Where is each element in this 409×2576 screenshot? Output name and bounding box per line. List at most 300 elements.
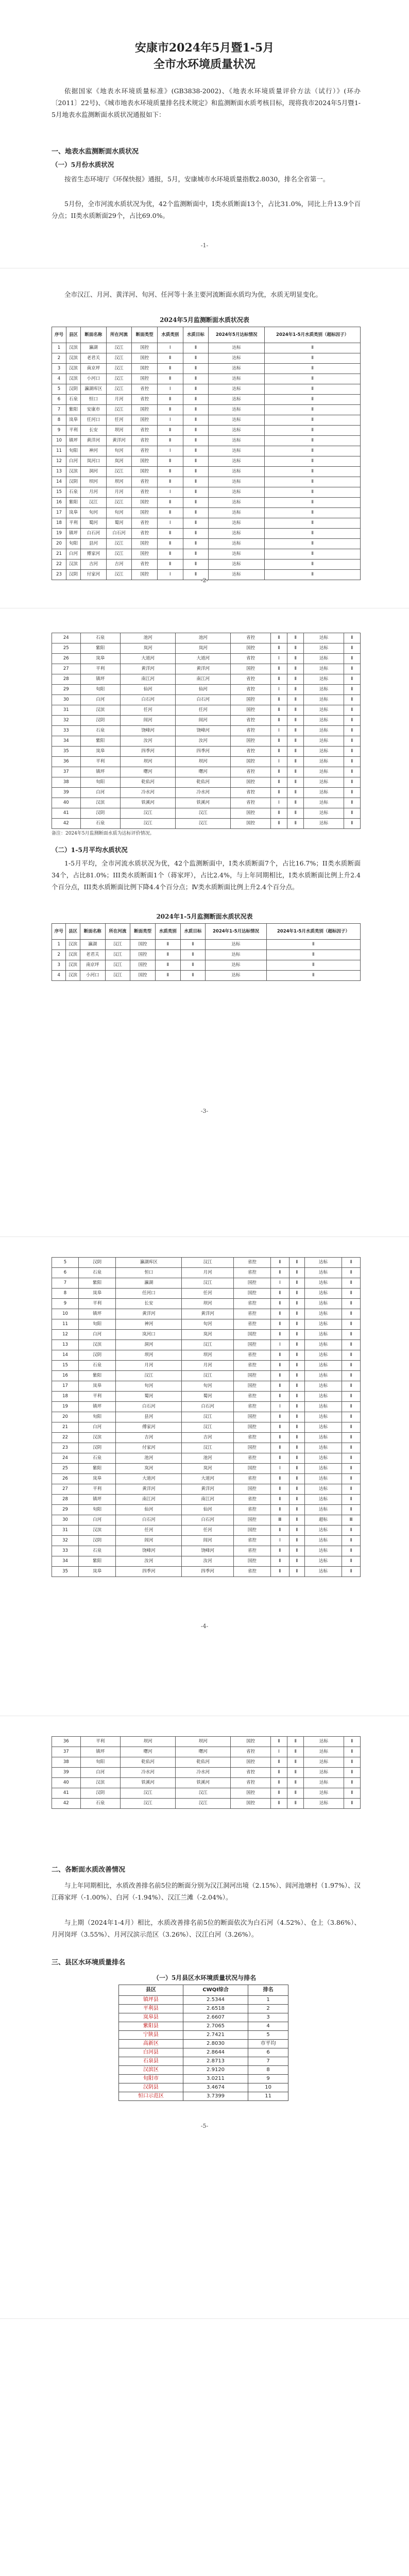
- table-cell: Ⅱ: [270, 747, 287, 757]
- table-cell: Ⅱ: [157, 467, 183, 477]
- table-cell: 冷水河: [120, 788, 175, 798]
- county-name: 汉阴县: [119, 2083, 183, 2092]
- table-cell: 铁溪河: [120, 1778, 175, 1788]
- table-cell: Ⅱ: [287, 633, 304, 643]
- table-cell: 达标: [304, 1392, 342, 1402]
- table-cell: 闾河: [120, 716, 175, 726]
- table-header-cell: 序号: [52, 327, 66, 343]
- table-cell: Ⅱ: [271, 1330, 289, 1340]
- table-row: [52, 747, 361, 757]
- table-cell: Ⅱ: [265, 415, 361, 426]
- table-cell: 3: [52, 960, 66, 971]
- table-cell: Ⅱ: [270, 788, 287, 798]
- rank-cell: 3.7399: [183, 2092, 248, 2101]
- table-cell: Ⅱ: [270, 1768, 287, 1778]
- table-cell: Ⅱ: [342, 1340, 361, 1350]
- table3-title: （一）5月县区水环境质量状况与排名: [152, 1974, 257, 1981]
- rank-cell: 6: [248, 2048, 288, 2057]
- table-cell: Ⅱ: [289, 1464, 304, 1474]
- table-cell: Ⅱ: [183, 498, 209, 508]
- table-cell: 33: [52, 1546, 79, 1556]
- table-cell: Ⅱ: [265, 477, 361, 487]
- table-row: [52, 1464, 361, 1474]
- table-cell: Ⅱ: [289, 1381, 304, 1392]
- table-cell: Ⅱ: [344, 654, 360, 664]
- table-cell: 12: [52, 456, 66, 467]
- table-cell: 付家河: [81, 570, 107, 580]
- rank-row: [119, 2057, 288, 2066]
- table-cell: 30: [52, 1515, 79, 1526]
- table-cell: 省控: [231, 685, 270, 695]
- table-cell: 饶峰河: [116, 1546, 182, 1556]
- table-cell: 省控: [231, 1778, 270, 1788]
- table-cell: 汉阴: [66, 477, 81, 487]
- table-cell: Ⅰ: [270, 654, 287, 664]
- table-cell: 月河: [182, 1361, 233, 1371]
- table-cell: 7: [52, 405, 66, 415]
- table-cell: 汉滨: [66, 560, 81, 570]
- table-cell: 黄洋河: [106, 436, 132, 446]
- county-name: 宁陕县: [119, 2031, 183, 2040]
- table-cell: 白河: [78, 1515, 115, 1526]
- table-cell: 闾河: [116, 1536, 182, 1546]
- table-cell: 39: [52, 1768, 81, 1778]
- table-row: [52, 819, 361, 829]
- table-cell: Ⅱ: [271, 1412, 289, 1422]
- table-cell: 8: [52, 1289, 79, 1299]
- table-cell: 达标: [304, 1799, 344, 1809]
- table-row: [52, 1412, 361, 1422]
- table-cell: 镇坪: [78, 1309, 115, 1319]
- table-cell: 岚河: [116, 1464, 182, 1474]
- table-row: [52, 971, 361, 981]
- table-cell: 蜀河: [116, 1392, 182, 1402]
- table-cell: 国控: [132, 415, 158, 426]
- table-cell: 池河: [120, 633, 175, 643]
- table-cell: 37: [52, 1747, 81, 1757]
- table-cell: 旬阳: [66, 446, 81, 456]
- table-cell: Ⅱ: [265, 487, 361, 498]
- table-header-cell: 水质类别: [155, 924, 180, 940]
- table-cell: 42: [52, 1799, 81, 1809]
- table-cell: 铁溪河: [176, 798, 231, 808]
- table-cell: 2: [52, 353, 66, 364]
- table-cell: 达标: [209, 529, 265, 539]
- table-cell: 达标: [304, 819, 344, 829]
- table-cell: 15: [52, 487, 66, 498]
- table-cell: 国控: [231, 819, 270, 829]
- table-cell: 达标: [304, 1412, 342, 1422]
- table-cell: 达标: [206, 940, 267, 950]
- table-cell: Ⅱ: [342, 1505, 361, 1515]
- table-cell: 汉滨: [66, 960, 80, 971]
- rank-row: [119, 2013, 288, 2022]
- table-cell: 达标: [209, 456, 265, 467]
- table-cell: 省控: [231, 798, 270, 808]
- table-cell: Ⅱ: [289, 1474, 304, 1484]
- table-cell: 汉滨: [66, 353, 81, 364]
- table-cell: 汉江: [120, 808, 175, 819]
- table-cell: Ⅱ: [155, 950, 180, 960]
- table-cell: Ⅱ: [265, 426, 361, 436]
- table-cell: 20: [52, 539, 66, 549]
- table-cell: Ⅱ: [265, 353, 361, 364]
- rank-cell: 2.7065: [183, 2022, 248, 2031]
- table-cell: 22: [52, 1433, 79, 1443]
- table-cell: 26: [52, 654, 81, 664]
- table-cell: 白石河: [116, 1402, 182, 1412]
- table-cell: Ⅱ: [344, 1788, 360, 1799]
- table-cell: 达标: [304, 1340, 342, 1350]
- table-row: [52, 1556, 361, 1567]
- table-row: [52, 1484, 361, 1495]
- table-cell: 岚皋: [80, 654, 120, 664]
- table-cell: 旬河: [116, 1381, 182, 1392]
- table-cell: 达标: [304, 1495, 342, 1505]
- table-cell: 汉阴: [66, 570, 81, 580]
- table-cell: 恒口: [116, 1268, 182, 1278]
- table-cell: 汉阴: [78, 1443, 115, 1453]
- table-cell: 蜀河: [106, 518, 132, 529]
- table-cell: Ⅱ: [287, 1747, 304, 1757]
- table-cell: Ⅱ: [344, 1778, 360, 1788]
- table-cell: 国控: [233, 1381, 270, 1392]
- table-header-cell: 断面名称: [81, 327, 107, 343]
- table-cell: 白石河: [116, 1515, 182, 1526]
- table-cell: Ⅱ: [270, 1737, 287, 1747]
- table-cell: Ⅱ: [157, 560, 183, 570]
- table-cell: 1: [52, 940, 66, 950]
- table-cell: Ⅱ: [289, 1453, 304, 1464]
- table-cell: 汉阴: [78, 1350, 115, 1361]
- table-row: [52, 395, 361, 405]
- table-cell: 南江河: [120, 674, 175, 685]
- table-cell: 平利: [66, 518, 81, 529]
- table-cell: 达标: [304, 1319, 342, 1330]
- table-cell: 汝河: [116, 1556, 182, 1567]
- table-cell: 8: [52, 415, 66, 426]
- table-cell: 瀛湖: [116, 1278, 182, 1289]
- county-name: 岚皋县: [119, 2013, 183, 2022]
- table-cell: 白河: [66, 549, 81, 560]
- table-cell: 石泉: [80, 819, 120, 829]
- table-cell: 四季河: [176, 747, 231, 757]
- table-cell: Ⅱ: [157, 477, 183, 487]
- table-cell: Ⅱ: [265, 467, 361, 477]
- table-cell: 达标: [304, 633, 344, 643]
- table-cell: 汉江: [182, 1340, 233, 1350]
- table-cell: 37: [52, 767, 81, 777]
- table-cell: 池河: [116, 1453, 182, 1464]
- table-cell: 13: [52, 1340, 79, 1350]
- table-row: [52, 374, 361, 384]
- paragraph-2-cont: 全市汉江、月河、黄洋河、旬河、任河等十条主要河流断面水质均为优，水质无明显变化。: [64, 291, 322, 298]
- table-cell: 汉江: [182, 1443, 233, 1453]
- table-cell: 闾河: [176, 716, 231, 726]
- table-row: [52, 1309, 361, 1319]
- table-cell: 省控: [233, 1361, 270, 1371]
- table-cell: 汉江: [120, 819, 175, 829]
- table-cell: 达标: [209, 508, 265, 518]
- table-cell: 11: [52, 1319, 79, 1330]
- table-cell: Ⅱ: [287, 798, 304, 808]
- table-row: [52, 664, 361, 674]
- table-cell: Ⅰ: [157, 518, 183, 529]
- table-cell: 石泉: [66, 487, 81, 498]
- table-cell: 汉江: [81, 498, 107, 508]
- table-cell: Ⅱ: [270, 705, 287, 716]
- table-cell: Ⅱ: [287, 643, 304, 654]
- table-cell: 坝河: [182, 1350, 233, 1361]
- table-row: [52, 1443, 361, 1453]
- table-cell: 吉河: [81, 560, 107, 570]
- table-cell: 平利: [78, 1299, 115, 1309]
- table-cell: 达标: [304, 1443, 342, 1453]
- table-cell: 汉江: [176, 1788, 231, 1799]
- table-cell: 达标: [304, 1546, 342, 1556]
- table-cell: 老君关: [81, 353, 107, 364]
- table-cell: 35: [52, 1567, 79, 1577]
- table-cell: 达标: [304, 757, 344, 767]
- table-cell: Ⅲ: [342, 1515, 361, 1526]
- table-cell: Ⅱ: [183, 446, 209, 456]
- table-cell: Ⅱ: [183, 374, 209, 384]
- table-cell: 坝河: [106, 426, 132, 436]
- table-cell: 旬阳: [80, 1757, 120, 1768]
- table-cell: 达标: [209, 353, 265, 364]
- table-header-cell: 2024年5月达标情况: [209, 327, 265, 343]
- table-cell: Ⅱ: [183, 467, 209, 477]
- table-cell: 达标: [304, 1258, 342, 1268]
- table-cell: 省控: [233, 1402, 270, 1412]
- table-cell: Ⅱ: [157, 426, 183, 436]
- table-row: [52, 446, 361, 456]
- table-row: [52, 1371, 361, 1381]
- table-header-cell: 断面类型: [132, 327, 158, 343]
- table-cell: Ⅰ: [157, 570, 183, 580]
- table-row: [52, 654, 361, 664]
- table-cell: 池河: [176, 633, 231, 643]
- doc-title-line2: 全市水环境质量状况: [153, 58, 255, 71]
- table-cell: Ⅰ: [157, 384, 183, 395]
- table-cell: 5: [52, 384, 66, 395]
- table-cell: Ⅱ: [265, 570, 361, 580]
- table-cell: 39: [52, 788, 81, 798]
- table-cell: Ⅱ: [183, 508, 209, 518]
- table-cell: 任河: [182, 1526, 233, 1536]
- table-cell: 达标: [209, 426, 265, 436]
- county-ranking-table: [118, 1985, 288, 2101]
- table-cell: 白河: [66, 456, 81, 467]
- table-cell: 达标: [209, 405, 265, 415]
- table2-continued: [52, 1257, 361, 1577]
- table-cell: 岚皋: [78, 1289, 115, 1299]
- table-cell: 达标: [206, 971, 267, 981]
- table-cell: 坝河: [176, 1737, 231, 1747]
- table-row: [52, 1757, 361, 1768]
- table-row: [52, 1361, 361, 1371]
- table-cell: 旬河: [106, 446, 132, 456]
- table-cell: 国控: [233, 1422, 270, 1433]
- table-cell: 21: [52, 549, 66, 560]
- table-cell: 达标: [209, 570, 265, 580]
- table-cell: 达标: [209, 518, 265, 529]
- table-row: [52, 736, 361, 747]
- table-cell: 省控: [132, 426, 158, 436]
- table-cell: 洞河: [81, 467, 107, 477]
- table-cell: 汉江: [106, 343, 132, 353]
- table-cell: 达标: [209, 539, 265, 549]
- table-cell: Ⅱ: [271, 1268, 289, 1278]
- table-row: [52, 343, 361, 353]
- table-cell: Ⅱ: [342, 1350, 361, 1361]
- table-cell: Ⅱ: [271, 1474, 289, 1484]
- table-row: [52, 477, 361, 487]
- table-cell: 汉江: [106, 405, 132, 415]
- table-cell: 汉滨: [66, 950, 80, 960]
- table-cell: 岚河: [182, 1464, 233, 1474]
- table-row: [52, 1422, 361, 1433]
- table-cell: Ⅱ: [344, 685, 360, 695]
- table-cell: Ⅱ: [342, 1464, 361, 1474]
- table-row: [52, 384, 361, 395]
- table-row: [52, 518, 361, 529]
- table-cell: 汉江: [105, 950, 130, 960]
- table-cell: Ⅱ: [287, 819, 304, 829]
- table-cell: 汉江: [106, 539, 132, 549]
- table-cell: 达标: [304, 1299, 342, 1309]
- rank-cell: 8: [248, 2066, 288, 2075]
- table-cell: Ⅱ: [183, 518, 209, 529]
- table-cell: 镇坪: [78, 1402, 115, 1412]
- table-cell: Ⅱ: [344, 808, 360, 819]
- table-cell: 冷水河: [176, 788, 231, 798]
- table-cell: 汉江: [182, 1422, 233, 1433]
- table-cell: Ⅱ: [183, 395, 209, 405]
- table-header-cell: 所在河流: [106, 327, 132, 343]
- table-cell: 瀛湖: [80, 940, 105, 950]
- rank-row: [119, 2031, 288, 2040]
- table-cell: Ⅱ: [289, 1299, 304, 1309]
- table-cell: 7: [52, 1278, 79, 1289]
- table-cell: Ⅱ: [342, 1484, 361, 1495]
- table-cell: 国控: [132, 353, 158, 364]
- table-cell: Ⅰ: [270, 685, 287, 695]
- rank-row: [119, 2048, 288, 2057]
- page-number: -3-: [200, 1108, 209, 1114]
- table-cell: 镇坪: [66, 436, 81, 446]
- table-cell: 3: [52, 364, 66, 374]
- table-cell: 蜀河: [182, 1392, 233, 1402]
- table-cell: Ⅱ: [265, 384, 361, 395]
- table-header-cell: 水质目标: [183, 327, 209, 343]
- table-cell: Ⅱ: [287, 726, 304, 736]
- rank-cell: 2.6518: [183, 2005, 248, 2013]
- table-cell: 汉滨: [78, 1526, 115, 1536]
- table-cell: Ⅱ: [270, 1788, 287, 1799]
- table-cell: 国控: [231, 757, 270, 767]
- table-cell: 曙河: [120, 767, 175, 777]
- table-cell: 汉江: [105, 960, 130, 971]
- table-header-cell: 断面名称: [80, 924, 105, 940]
- table-cell: 6: [52, 395, 66, 405]
- table-cell: 10: [52, 1309, 79, 1319]
- table-row: [52, 436, 361, 446]
- table-row: [52, 950, 361, 960]
- table-cell: Ⅱ: [157, 364, 183, 374]
- doc-title-line1: 安康市2024年5月暨1-5月: [134, 41, 275, 55]
- table-cell: Ⅱ: [344, 747, 360, 757]
- county-name: 白河县: [119, 2048, 183, 2057]
- table-cell: 40: [52, 798, 81, 808]
- table-cell: Ⅱ: [271, 1567, 289, 1577]
- table-cell: Ⅱ: [265, 374, 361, 384]
- table-cell: 18: [52, 1392, 79, 1402]
- page-number: -5-: [200, 2123, 209, 2129]
- table-cell: Ⅱ: [289, 1350, 304, 1361]
- table-cell: 洞河: [116, 1340, 182, 1350]
- table-cell: 省控: [231, 674, 270, 685]
- table-cell: 达标: [209, 436, 265, 446]
- table-cell: 饶峰河: [182, 1546, 233, 1556]
- table-cell: 汉江: [182, 1258, 233, 1268]
- table-cell: Ⅱ: [157, 539, 183, 549]
- table-cell: Ⅱ: [265, 364, 361, 374]
- table-cell: 紫阳: [66, 498, 81, 508]
- table-cell: Ⅱ: [271, 1319, 289, 1330]
- table-cell: Ⅱ: [289, 1412, 304, 1422]
- table-row: [52, 1526, 361, 1536]
- table-cell: Ⅱ: [287, 767, 304, 777]
- table-cell: Ⅱ: [344, 695, 360, 705]
- rank-cell: 2.8644: [183, 2048, 248, 2057]
- table-cell: 达标: [304, 1268, 342, 1278]
- table-cell: 国控: [132, 374, 158, 384]
- table-cell: Ⅱ: [180, 971, 206, 981]
- table-cell: 省控: [233, 1319, 270, 1330]
- table-cell: 四季河: [182, 1567, 233, 1577]
- table-cell: 达标: [304, 1567, 342, 1577]
- table-cell: 仙河: [116, 1505, 182, 1515]
- table-cell: Ⅰ: [271, 1464, 289, 1474]
- table-header-cell: 2024年1-5月水质类别（超标因子）: [265, 327, 361, 343]
- county-name: 石泉县: [119, 2057, 183, 2066]
- table-cell: Ⅱ: [287, 716, 304, 726]
- table-cell: 达标: [304, 788, 344, 798]
- table-cell: 省控: [132, 395, 158, 405]
- rank-row: [119, 2083, 288, 2092]
- table-cell: Ⅱ: [344, 1799, 360, 1809]
- table-cell: 省控: [231, 767, 270, 777]
- table-cell: 平利: [80, 664, 120, 674]
- table-cell: 省控: [233, 1299, 270, 1309]
- rank-row: [119, 2075, 288, 2083]
- table-cell: 1: [52, 343, 66, 353]
- table-cell: Ⅱ: [342, 1289, 361, 1299]
- table-cell: Ⅱ: [289, 1268, 304, 1278]
- table-cell: 老君关: [80, 950, 105, 960]
- table-row: [52, 798, 361, 808]
- table-cell: 池河: [182, 1453, 233, 1464]
- table-cell: 岚皋: [78, 1567, 115, 1577]
- paragraph-2: 5月份，全市河流水质状况为优，42个监测断面中，I类水质断面13个，占比31.0%，同比上升13.9个百分点；II类水质断面29个，占比69.0%。: [52, 200, 361, 219]
- table-cell: 仙河: [120, 685, 175, 695]
- table-cell: 黄洋河: [120, 664, 175, 674]
- table-cell: 达标: [209, 498, 265, 508]
- table-cell: 达标: [206, 960, 267, 971]
- table-cell: Ⅱ: [287, 695, 304, 705]
- table-cell: 饶峰河: [120, 726, 175, 736]
